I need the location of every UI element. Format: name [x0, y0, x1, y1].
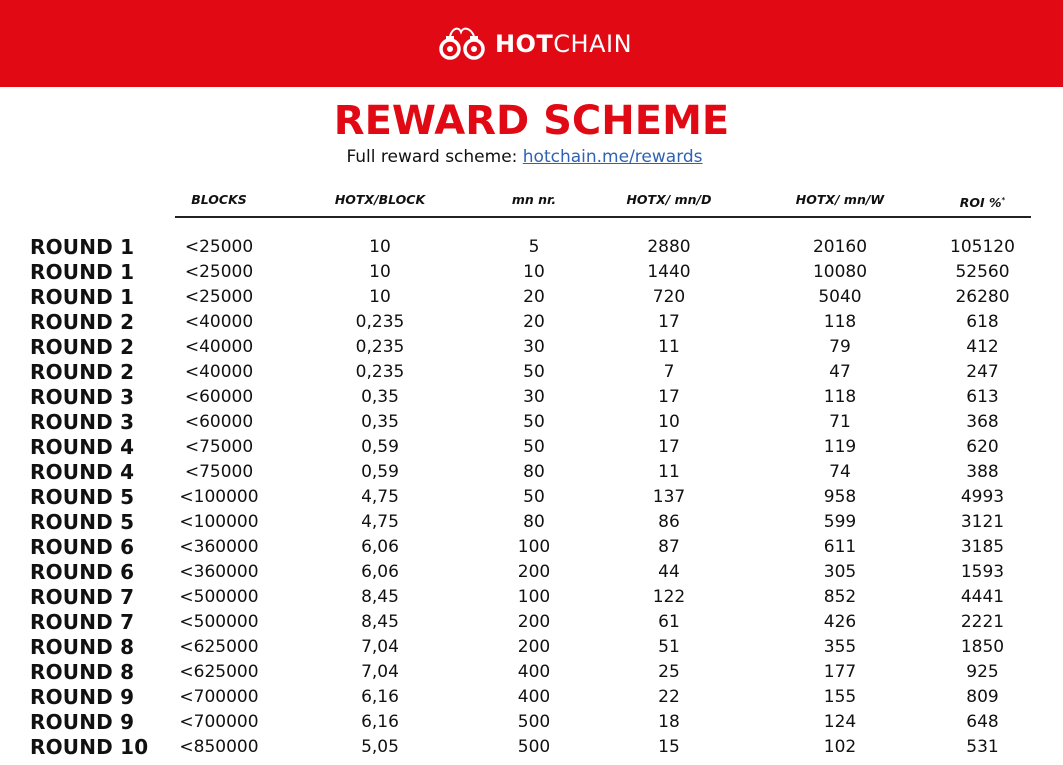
round-label: ROUND 3 — [30, 385, 135, 409]
table-row — [0, 635, 1063, 660]
hotx-per-block-cell: 8,45 — [361, 587, 399, 607]
table-row — [0, 485, 1063, 510]
subtitle-prefix: Full reward scheme: — [346, 147, 523, 167]
hotx-per-block-cell: 0,35 — [361, 387, 399, 407]
round-label: ROUND 2 — [30, 310, 135, 334]
round-label: ROUND 1 — [30, 235, 135, 259]
mn-number-cell: 200 — [517, 612, 551, 632]
mn-number-cell: 30 — [523, 387, 545, 407]
table-row — [0, 585, 1063, 610]
roi-cell: 531 — [966, 737, 999, 757]
hotx-per-block-cell: 0,59 — [361, 462, 399, 482]
handcuffs-icon — [437, 25, 489, 63]
mn-number-cell: 100 — [517, 537, 551, 557]
header-banner — [0, 0, 1063, 87]
hotx-per-block-cell: 6,06 — [361, 537, 399, 557]
round-label: ROUND 1 — [30, 260, 135, 284]
roi-cell: 1850 — [960, 637, 1005, 657]
table-row — [0, 535, 1063, 560]
hotx-per-mn-day-cell: 18 — [658, 712, 680, 732]
blocks-cell: <625000 — [179, 662, 259, 682]
column-header-hotx-mn-d: HOTX/ mn/D — [626, 192, 712, 207]
hotx-per-block-cell: 7,04 — [361, 637, 399, 657]
blocks-cell: <100000 — [179, 512, 259, 532]
reward-table-body — [0, 235, 1063, 760]
hotx-per-mn-day-cell: 51 — [658, 637, 680, 657]
round-label: ROUND 4 — [30, 460, 135, 484]
hotx-per-mn-week-cell: 611 — [823, 537, 857, 557]
hotx-per-mn-week-cell: 155 — [823, 687, 857, 707]
hotx-per-mn-day-cell: 87 — [658, 537, 680, 557]
round-label: ROUND 8 — [30, 660, 135, 684]
hotx-per-block-cell: 4,75 — [361, 487, 399, 507]
hotchain-logo[interactable] — [437, 25, 632, 63]
roi-cell: 1593 — [960, 562, 1005, 582]
hotx-per-mn-week-cell: 10080 — [812, 262, 868, 282]
roi-cell: 809 — [966, 687, 999, 707]
hotx-per-mn-day-cell: 17 — [658, 387, 680, 407]
roi-cell: 412 — [966, 337, 999, 357]
table-row — [0, 735, 1063, 760]
roi-cell: 2221 — [960, 612, 1005, 632]
hotx-per-mn-week-cell: 47 — [829, 362, 851, 382]
blocks-cell: <100000 — [179, 487, 259, 507]
mn-number-cell: 50 — [523, 362, 545, 382]
mn-number-cell: 500 — [517, 712, 551, 732]
hotx-per-mn-day-cell: 86 — [658, 512, 680, 532]
round-label: ROUND 2 — [30, 335, 135, 359]
blocks-cell: <75000 — [184, 437, 254, 457]
mn-number-cell: 80 — [523, 512, 545, 532]
hotx-per-mn-day-cell: 61 — [658, 612, 680, 632]
table-row — [0, 610, 1063, 635]
logo-chain-text: CHAIN — [553, 29, 633, 58]
blocks-cell: <500000 — [179, 612, 259, 632]
table-row — [0, 660, 1063, 685]
hotx-per-block-cell: 7,04 — [361, 662, 399, 682]
hotx-per-block-cell: 0,235 — [355, 312, 405, 332]
round-label: ROUND 6 — [30, 560, 135, 584]
mn-number-cell: 50 — [523, 437, 545, 457]
hotx-per-block-cell: 5,05 — [361, 737, 399, 757]
hotx-per-mn-day-cell: 720 — [652, 287, 686, 307]
column-header-roi — [930, 192, 1035, 211]
blocks-cell: <40000 — [184, 312, 254, 332]
blocks-cell: <360000 — [179, 537, 259, 557]
hotx-per-mn-day-cell: 15 — [658, 737, 680, 757]
round-label: ROUND 2 — [30, 360, 135, 384]
round-label: ROUND 5 — [30, 510, 135, 534]
roi-header-label: ROI % — [959, 195, 1002, 211]
hotx-per-block-cell: 0,35 — [361, 412, 399, 432]
table-row — [0, 460, 1063, 485]
roi-cell: 26280 — [955, 287, 1010, 307]
table-row — [0, 360, 1063, 385]
table-row — [0, 310, 1063, 335]
mn-number-cell: 500 — [517, 737, 551, 757]
blocks-cell: <60000 — [184, 412, 254, 432]
mn-number-cell: 50 — [523, 487, 545, 507]
hotx-per-mn-week-cell: 355 — [823, 637, 857, 657]
hotx-per-mn-week-cell: 102 — [823, 737, 857, 757]
mn-number-cell: 20 — [523, 312, 545, 332]
round-label: ROUND 1 — [30, 285, 135, 309]
blocks-cell: <850000 — [179, 737, 259, 757]
round-label: ROUND 9 — [30, 710, 135, 734]
hotx-per-mn-week-cell: 79 — [829, 337, 851, 357]
roi-cell: 388 — [966, 462, 999, 482]
round-label: ROUND 3 — [30, 410, 135, 434]
round-label: ROUND 7 — [30, 585, 135, 609]
hotx-per-block-cell: 10 — [369, 262, 391, 282]
round-label: ROUND 7 — [30, 610, 135, 634]
blocks-cell: <700000 — [179, 687, 259, 707]
table-row — [0, 685, 1063, 710]
round-label: ROUND 6 — [30, 535, 135, 559]
blocks-cell: <60000 — [184, 387, 254, 407]
hotx-per-mn-day-cell: 1440 — [647, 262, 691, 282]
hotx-per-block-cell: 0,235 — [355, 337, 405, 357]
hotx-per-mn-week-cell: 20160 — [812, 237, 868, 257]
roi-cell: 4441 — [960, 587, 1005, 607]
roi-footnote-mark: * — [1001, 196, 1006, 204]
table-row — [0, 235, 1063, 260]
column-header-hotx-block: HOTX/BLOCK — [334, 192, 426, 207]
table-row — [0, 510, 1063, 535]
hotx-per-mn-day-cell: 25 — [658, 662, 680, 682]
mn-number-cell: 100 — [517, 587, 551, 607]
table-row — [0, 710, 1063, 735]
hotx-per-mn-week-cell: 119 — [823, 437, 857, 457]
hotx-per-block-cell: 0,235 — [355, 362, 405, 382]
hotx-per-mn-day-cell: 44 — [658, 562, 680, 582]
hotx-per-block-cell: 8,45 — [361, 612, 399, 632]
mn-number-cell: 200 — [517, 562, 551, 582]
column-header-blocks: BLOCKS — [191, 192, 247, 207]
blocks-cell: <700000 — [179, 712, 259, 732]
mn-number-cell: 30 — [523, 337, 545, 357]
hotx-per-mn-day-cell: 17 — [658, 312, 680, 332]
mn-number-cell: 20 — [523, 287, 545, 307]
hotx-per-mn-day-cell: 122 — [652, 587, 686, 607]
hotx-per-mn-day-cell: 22 — [658, 687, 680, 707]
blocks-cell: <25000 — [184, 237, 254, 257]
rewards-link[interactable]: hotchain.me/rewards — [522, 147, 703, 167]
roi-cell: 613 — [966, 387, 999, 407]
mn-number-cell: 400 — [517, 662, 551, 682]
blocks-cell: <25000 — [184, 287, 254, 307]
hotx-per-mn-week-cell: 599 — [823, 512, 857, 532]
hotx-per-mn-day-cell: 17 — [658, 437, 680, 457]
hotx-per-mn-week-cell: 426 — [823, 612, 857, 632]
round-label: ROUND 4 — [30, 435, 135, 459]
table-row — [0, 435, 1063, 460]
hotx-per-block-cell: 4,75 — [361, 512, 399, 532]
hotx-per-mn-day-cell: 2880 — [647, 237, 691, 257]
hotx-per-mn-week-cell: 305 — [823, 562, 857, 582]
round-label: ROUND 5 — [30, 485, 135, 509]
hotx-per-mn-week-cell: 71 — [829, 412, 851, 432]
hotx-per-mn-day-cell: 11 — [658, 462, 680, 482]
hotx-per-mn-day-cell: 10 — [658, 412, 680, 432]
roi-cell: 620 — [966, 437, 999, 457]
round-label: ROUND 8 — [30, 635, 135, 659]
hotx-per-mn-week-cell: 852 — [823, 587, 857, 607]
hotx-per-mn-day-cell: 137 — [652, 487, 686, 507]
hotx-per-block-cell: 6,16 — [361, 712, 399, 732]
blocks-cell: <500000 — [179, 587, 259, 607]
table-row — [0, 410, 1063, 435]
blocks-cell: <40000 — [184, 362, 254, 382]
mn-number-cell: 5 — [528, 237, 540, 257]
hotx-per-mn-week-cell: 5040 — [818, 287, 862, 307]
roi-cell: 3185 — [960, 537, 1005, 557]
hotx-per-mn-week-cell: 177 — [823, 662, 857, 682]
roi-cell: 105120 — [950, 237, 1015, 257]
header-divider — [175, 216, 1031, 218]
hotx-per-block-cell: 6,06 — [361, 562, 399, 582]
table-row — [0, 260, 1063, 285]
blocks-cell: <40000 — [184, 337, 254, 357]
mn-number-cell: 400 — [517, 687, 551, 707]
page-title: REWARD SCHEME — [333, 98, 730, 144]
hotx-per-mn-week-cell: 118 — [823, 387, 857, 407]
subtitle — [0, 146, 1049, 168]
mn-number-cell: 80 — [523, 462, 545, 482]
hotx-per-block-cell: 6,16 — [361, 687, 399, 707]
roi-cell: 3121 — [960, 512, 1005, 532]
blocks-cell: <25000 — [184, 262, 254, 282]
hotx-per-mn-week-cell: 958 — [823, 487, 857, 507]
roi-cell: 247 — [966, 362, 999, 382]
table-row — [0, 335, 1063, 360]
roi-cell: 4993 — [960, 487, 1005, 507]
hotx-per-mn-day-cell: 11 — [658, 337, 680, 357]
round-label: ROUND 10 — [30, 735, 149, 759]
mn-number-cell: 10 — [523, 262, 545, 282]
table-row — [0, 285, 1063, 310]
mn-number-cell: 50 — [523, 412, 545, 432]
hotx-per-block-cell: 10 — [369, 287, 391, 307]
blocks-cell: <625000 — [179, 637, 259, 657]
blocks-cell: <360000 — [179, 562, 259, 582]
column-header-hotx-mn-w: HOTX/ mn/W — [795, 192, 885, 207]
mn-number-cell: 200 — [517, 637, 551, 657]
hotx-per-mn-week-cell: 118 — [823, 312, 857, 332]
table-row — [0, 560, 1063, 585]
hotx-per-block-cell: 10 — [369, 237, 391, 257]
hotx-per-mn-week-cell: 74 — [829, 462, 851, 482]
column-header-mn-nr: mn nr. — [511, 192, 557, 207]
roi-cell: 52560 — [955, 262, 1010, 282]
hotx-per-block-cell: 0,59 — [361, 437, 399, 457]
roi-cell: 925 — [966, 662, 999, 682]
hotx-per-mn-day-cell: 7 — [663, 362, 675, 382]
roi-cell: 368 — [966, 412, 999, 432]
logo-hot-text: HOT — [494, 29, 554, 58]
blocks-cell: <75000 — [184, 462, 254, 482]
round-label: ROUND 9 — [30, 685, 135, 709]
roi-cell: 648 — [966, 712, 999, 732]
table-row — [0, 385, 1063, 410]
roi-cell: 618 — [966, 312, 999, 332]
hotx-per-mn-week-cell: 124 — [823, 712, 857, 732]
